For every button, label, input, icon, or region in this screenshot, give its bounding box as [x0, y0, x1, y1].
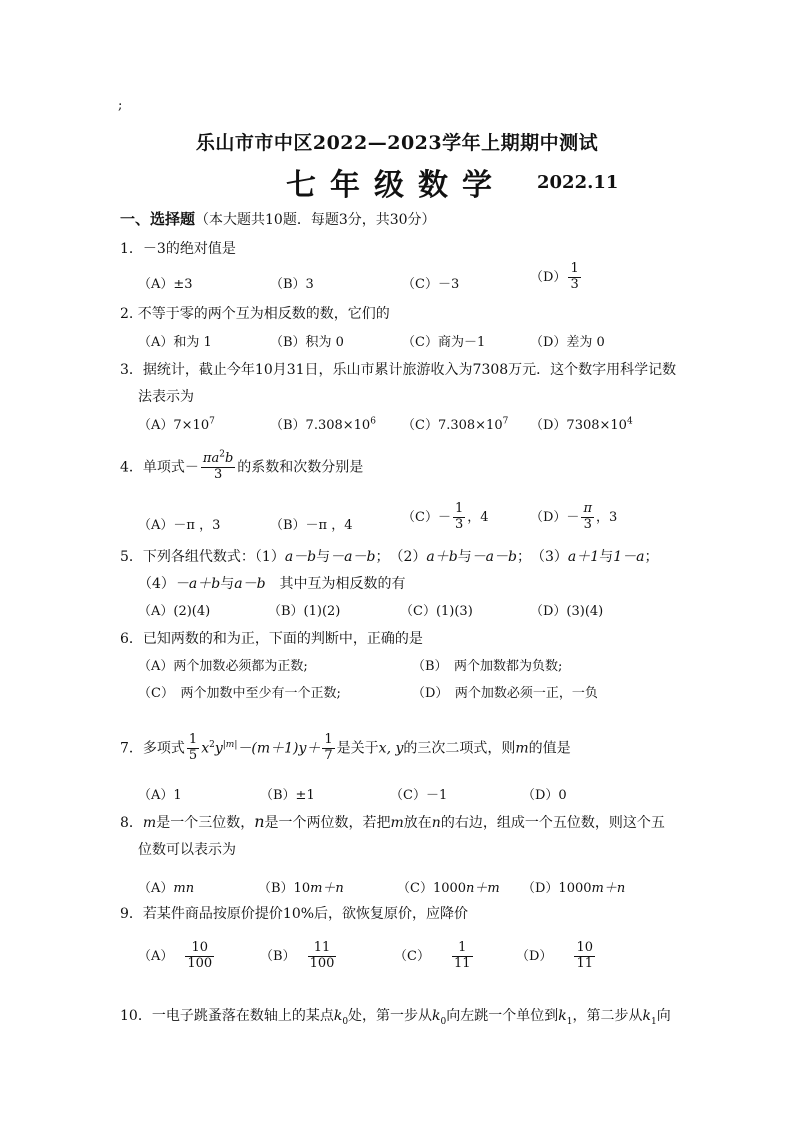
question-2-option-d: （D）差为 0 [530, 335, 605, 350]
question-7-option-c: （C）－1 [390, 788, 448, 803]
question-3-option-a [138, 414, 215, 433]
question-5-option-c: （C）(1)(3) [400, 604, 473, 619]
fraction-denominator: 3 [213, 466, 223, 482]
question-4-option-d-fraction: $\frac{\pi}{3}$ [583, 501, 592, 532]
exam-title: 乐山市市中区2022—2023学年上期期中测试 [195, 132, 599, 154]
question-6-option-c: （C） 两个加数中至少有一个正数; [138, 686, 341, 701]
question-4-option-a: （A）－π ，3 [138, 518, 221, 533]
question-1-option-d-fraction [568, 262, 580, 293]
question-6-option-d: （D） 两个加数必须一正，一负 [412, 686, 598, 701]
question-3-stem-line-1: 3．据统计，截止今年10月31日，乐山市累计旅游收入为7308万元．这个数字用科学记数 [120, 362, 677, 378]
question-4-option-d: （D）－ $\frac{\pi}{3}$ ，3 [530, 501, 618, 532]
question-4-option-c: （C）－ $\frac{1}{3}$ ，4 [402, 501, 489, 532]
question-4-fraction [201, 449, 235, 483]
question-3-option-d [530, 414, 633, 433]
option-base: （D）7308×10 [530, 418, 627, 433]
question-9-option-a: （A） $\frac{10}{100}$ [138, 940, 213, 971]
section-heading-title: 一、选择题 [120, 210, 196, 228]
option-base: （A）7×10 [138, 418, 210, 433]
question-6-option-b: （B） 两个加数都为负数; [412, 659, 563, 674]
fraction-denominator: 3 [570, 276, 579, 292]
question-2-option-c: （C）商为－1 [402, 335, 486, 350]
section-heading-note: （本大题共10题．每题3分，共30分） [195, 212, 436, 228]
option-base: （C）7.308×10 [402, 418, 503, 433]
question-7-option-b: （B）±1 [260, 788, 315, 803]
question-3-stem-line-2: 法表示为 [138, 389, 194, 405]
option-exponent: 7 [502, 416, 509, 427]
question-7-fraction-1: $\frac{1}{5}$ [188, 732, 198, 763]
question-3-option-b [270, 414, 376, 433]
question-1-option-d [530, 262, 583, 293]
question-8-option-a: （A）mn [138, 881, 195, 896]
question-9-option-c: （C） $\frac{1}{11}$ [394, 940, 471, 971]
question-8-stem-line-1: 8．m是一个三位数，n是一个两位数，若把m放在n的右边，组成一个五位数，则这个五 [120, 812, 665, 831]
question-4-option-c-fraction: $\frac{1}{3}$ [454, 501, 464, 532]
fraction-numerator: $\pi a^2b$ [202, 449, 234, 466]
stray-mark: ; [118, 98, 123, 113]
question-5-stem-line-2: （4）－a＋b与a－b 其中互为相反数的有 [138, 576, 406, 592]
option-exponent: 4 [626, 416, 633, 427]
question-8-option-b: （B）10m＋n [258, 881, 344, 896]
question-5-option-a: （A）(2)(4) [138, 604, 211, 619]
question-3-option-c [402, 414, 508, 433]
question-2-option-a: （A）和为 1 [138, 335, 212, 350]
option-exponent: 6 [370, 416, 376, 427]
question-8-option-c: （C）1000n＋m [397, 881, 500, 896]
question-7-stem: 7．多项式 $\frac{1}{5}$ $x^2y^{|m|}-(m+1)y+$ $\frac{1}{7}$ 是关于x, y的三次二项式，则m的值是 [120, 732, 571, 763]
question-1-option-b: （B）3 [270, 277, 314, 292]
question-7-option-a: （A）1 [138, 788, 182, 803]
exam-date: 2022.11 [537, 172, 619, 193]
section-heading [120, 208, 436, 229]
question-1-option-c: （C）－3 [402, 277, 460, 292]
question-4-prefix: 4．单项式－ [120, 459, 199, 476]
fraction-numerator: 1 [570, 261, 579, 276]
question-5-stem-line-1: 5．下列各组代数式：（1）a－b与－a－b； （2）a＋b与－a－b； （3）a＋1与1－a； [120, 549, 659, 565]
question-9-stem: 9．若某件商品按原价提价10%后，欲恢复原价，应降价 [120, 906, 469, 922]
question-1-stem: 1．－3的绝对值是 [120, 241, 236, 257]
question-4-stem [120, 449, 364, 483]
question-8-stem-line-2: 位数可以表示为 [138, 842, 236, 858]
question-4-option-b: （B）－π ，4 [270, 518, 353, 533]
option-exponent: 7 [209, 416, 215, 427]
question-2-option-b: （B）积为 0 [270, 335, 344, 350]
option-base: （B）7.308×10 [270, 418, 371, 433]
question-7-fraction-2: $\frac{1}{7}$ [324, 732, 333, 763]
question-1-option-a: （A）±3 [138, 277, 193, 292]
question-9-option-d: （D） $\frac{10}{11}$ [516, 940, 593, 971]
question-5-option-d: （D）(3)(4) [530, 604, 604, 619]
question-10-stem: 10．一电子跳蚤落在数轴上的某点$k_0$处，第一步从$k_0$向左跳一个单位到$k_1$，第二步从$k_1$向 [120, 1008, 671, 1027]
question-9-option-b: （B） $\frac{11}{100}$ [260, 940, 335, 971]
question-6-stem: 6．已知两数的和为正，下面的判断中，正确的是 [120, 631, 423, 647]
question-4-suffix: 的系数和次数分别是 [237, 459, 364, 476]
question-1-option-d-label: （D） [530, 269, 567, 285]
exam-subject-title: 七年级数学 [286, 168, 506, 203]
question-2-stem: 2. 不等于零的两个互为相反数的数，它们的 [120, 306, 390, 322]
question-5-option-b: （B）(1)(2) [268, 604, 341, 619]
question-8-option-d: （D）1000m＋n [522, 881, 626, 896]
question-6-option-a: （A）两个加数必须都为正数; [138, 659, 308, 674]
question-7-option-d: （D）0 [522, 788, 567, 803]
